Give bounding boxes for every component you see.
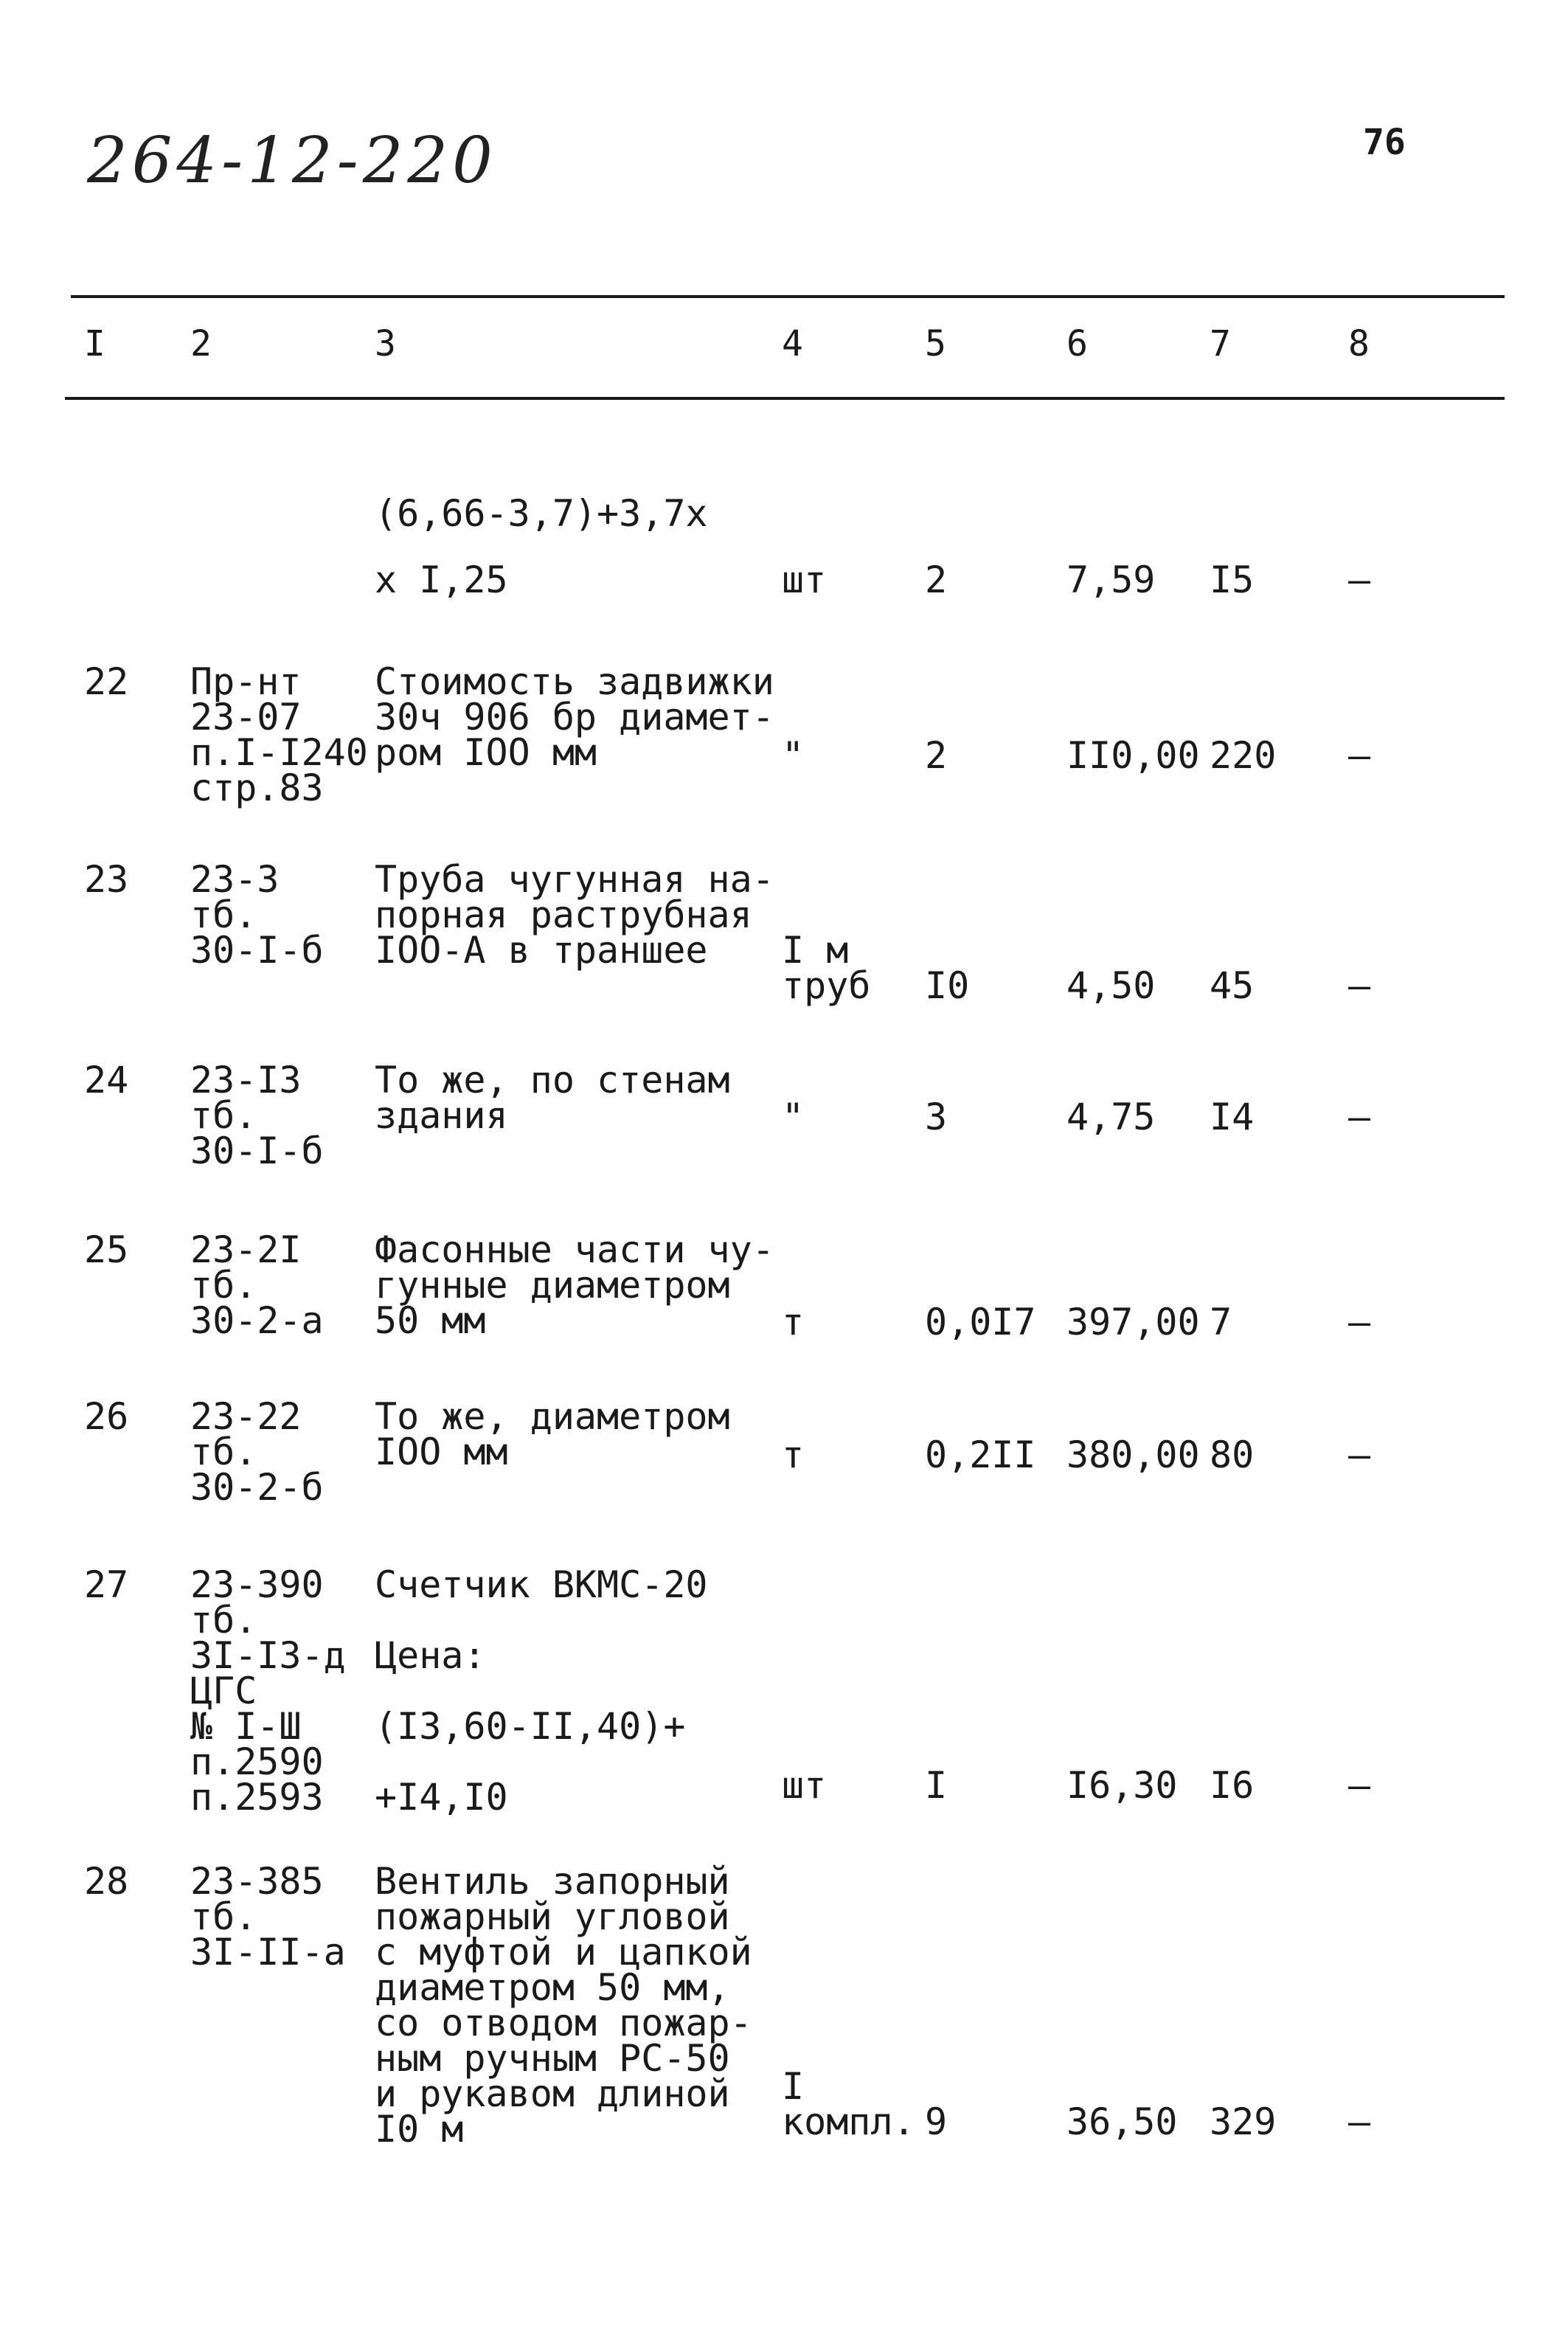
row-description: Труба чугунная на- порная раструбная IOO-А в траншее [375,858,774,972]
column-header-8: 8 [1348,323,1370,364]
column-header-3: 3 [375,323,396,364]
row-number: 23 [84,858,129,901]
column-header-7: 7 [1210,323,1231,364]
row-unit: шт [782,1764,827,1807]
row-number: 22 [84,660,129,703]
page-number: 76 [1363,122,1406,163]
row-reference: 23-22 тб. 30-2-б [190,1395,324,1509]
column-header-2: 2 [190,323,212,364]
row-number: 28 [84,1860,129,1903]
row-quantity: 2 [925,734,948,777]
row-number: 26 [84,1395,129,1438]
row-note: – [1348,1096,1371,1138]
column-header-1: I [84,323,105,364]
continuation-unit: шт [782,558,827,601]
row-number: 27 [84,1563,129,1606]
row-unit-price: I6,30 [1066,1764,1178,1807]
continuation-total: I5 [1210,558,1255,601]
row-unit-price: 36,50 [1066,2100,1178,2143]
row-description: Счетчик ВКМС-20 Цена: (I3,60-II,40)+ +I4,I0 [375,1563,708,1819]
row-reference: 23-3 тб. 30-I-б [190,858,324,972]
row-description: Вентиль запорный пожарный угловой с муфтой и цапкой диаметром 50 мм, со отводом пожар- ным ручным РС-50 и рукавом длиной I0 м [375,1860,752,2151]
table-top-rule [71,295,1505,298]
continuation-quantity: 2 [925,558,948,601]
row-total: 220 [1210,734,1277,777]
row-note: – [1348,964,1371,1007]
row-quantity: I0 [925,964,970,1007]
row-unit: I компл. [782,2065,915,2143]
column-header-5: 5 [925,323,946,364]
row-unit-price: 380,00 [1066,1433,1200,1476]
row-reference: 23-2I тб. 30-2-а [190,1228,324,1342]
row-quantity: 0,0I7 [925,1301,1036,1343]
row-unit: " [782,1096,805,1138]
row-unit-price: 4,50 [1066,964,1156,1007]
continuation-formula-line1: (6,66-3,7)+3,7x [375,492,708,535]
row-unit: т [782,1433,805,1476]
row-note: – [1348,1764,1371,1807]
row-unit: т [782,1301,805,1343]
continuation-note: – [1348,558,1371,601]
row-note: – [1348,2100,1371,2143]
row-total: 45 [1210,964,1255,1007]
row-total: 7 [1210,1301,1232,1343]
row-quantity: 9 [925,2100,948,2143]
handwritten-document-code: 264-12-220 [87,124,497,198]
row-description: То же, по стенам здания [375,1059,730,1137]
row-total: 329 [1210,2100,1277,2143]
table-header-rule [65,397,1505,400]
row-reference: Пр-нт 23-07 п.I-I240 стр.83 [190,660,368,809]
column-header-4: 4 [782,323,803,364]
row-description: Фасонные части чу- гунные диаметром 50 мм [375,1228,774,1342]
row-reference: 23-385 тб. 3I-II-а [190,1860,346,1974]
row-total: 80 [1210,1433,1255,1476]
row-note: – [1348,1301,1371,1343]
continuation-unit-price: 7,59 [1066,558,1156,601]
row-unit: I м труб [782,929,871,1007]
row-note: – [1348,734,1371,777]
continuation-formula-line2: x I,25 [375,558,508,601]
row-quantity: 3 [925,1096,948,1138]
row-reference: 23-390 тб. 3I-I3-д ЦГС № I-Ш п.2590 п.2593 [190,1563,346,1819]
row-note: – [1348,1433,1371,1476]
row-number: 24 [84,1059,129,1101]
row-quantity: I [925,1764,948,1807]
column-header-6: 6 [1066,323,1088,364]
row-description: То же, диаметром IOO мм [375,1395,730,1473]
row-quantity: 0,2II [925,1433,1036,1476]
row-description: Стоимость задвижки 30ч 906 бр диамет- ром IOO мм [375,660,774,774]
row-number: 25 [84,1228,129,1271]
row-reference: 23-I3 тб. 30-I-б [190,1059,324,1172]
row-unit: " [782,734,805,777]
row-total: I6 [1210,1764,1255,1807]
row-unit-price: 4,75 [1066,1096,1156,1138]
row-unit-price: II0,00 [1066,734,1200,777]
row-total: I4 [1210,1096,1255,1138]
row-unit-price: 397,00 [1066,1301,1200,1343]
